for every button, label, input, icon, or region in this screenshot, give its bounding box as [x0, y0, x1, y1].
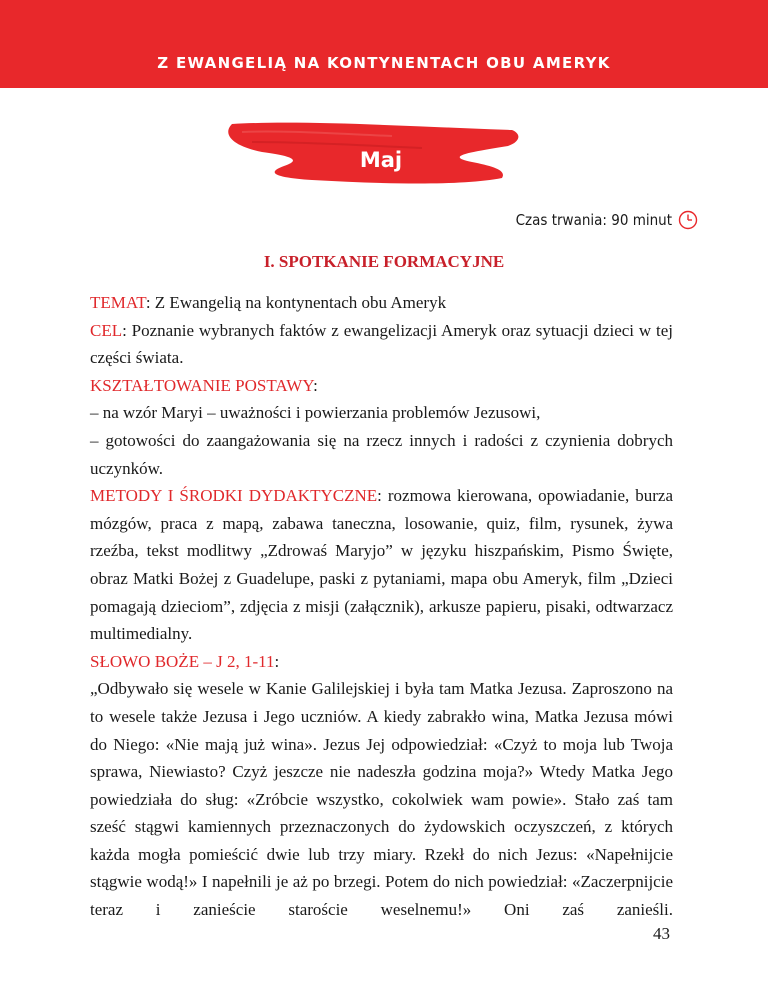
cel-text: : Poznanie wybranych faktów z ewangelizacji Ameryk oraz sytuacji dzieci w tej części świata.: [90, 320, 673, 368]
duration-text: Czas trwania: 90 minut: [515, 211, 672, 229]
postawy-colon: :: [313, 375, 318, 395]
month-title: Maj: [359, 148, 403, 172]
duration: [516, 210, 698, 230]
page-number: 43: [653, 924, 670, 943]
temat-paragraph: [90, 289, 673, 317]
slowo-heading: [90, 648, 673, 676]
postawy-item-1: – na wzór Maryi – uważności i powierzania problemów Jezusowi,: [90, 403, 541, 423]
metody-paragraph: [90, 482, 673, 648]
temat-text: : Z Ewangelią na kontynentach obu Ameryk: [145, 293, 447, 312]
metody-text: : rozmowa kierowana, opowiadanie, burza mózgów, praca z mapą, zabawa taneczna, losowanie, quiz, film, rysunek, żywa rzeźba, tekst modlitwy „Zdrowaś Maryjo” w języku hiszpańskim, Pismo Święte, obraz Matki Bożej z Guadelupe, paski z pytaniami, mapa obu Ameryk, film „Dzieci pomagają dzieciom”, zdjęcia z misji (załącznik), arkusze papieru, pisaki, odtwarzacz multimedialny.: [90, 486, 673, 644]
cel-label: CEL: [90, 320, 123, 340]
slowo-colon: :: [274, 651, 280, 671]
section-title: I. SPOTKANIE FORMACYJNE: [263, 252, 505, 271]
header-title: Z EWANGELIĄ NA KONTYNENTACH OBU AMERYK: [157, 54, 611, 72]
clock-icon: [678, 210, 698, 230]
postawy-paragraph: [90, 372, 673, 400]
cel-paragraph: [90, 317, 673, 372]
temat-label: TEMAT: [90, 293, 146, 312]
slowo-label: SŁOWO BOŻE – J 2, 1-11: [90, 651, 275, 671]
scripture-text: „Odbywało się wesele w Kanie Galilejskiej i była tam Matka Jezusa. Zaproszono na to wesele także Jezusa i Jego uczniów. A kiedy zabrakło wina, Matka Jezusa mówi do Niego: «Nie mają już wina». Jezus Jej odpowiedział: «Czyż to moja lub Twoja sprawa, Niewiasto? Czyż jeszcze nie nadeszła godzina moja?» Wtedy Matka Jego powiedziała do sług: «Zróbcie wszystko, cokolwiek wam powie». Stało zaś tam sześć stągwi kamiennych przeznaczonych do żydowskich oczyszczeń, z których każda mogła pomieścić dwie lub trzy miary. Rzekł do nich Jezus: «Napełnijcie stągwie wodą!» I napełnili je aż po brzegi. Potem do nich powiedział: «Zaczerpnijcie teraz i zanieście staroście weselnemu!» Oni zaś zanieśli.: [90, 679, 673, 920]
body-text: [90, 289, 673, 924]
postawy-label: KSZTAŁTOWANIE POSTAWY: [90, 375, 314, 395]
metody-label: METODY I ŚRODKI DYDAKTYCZNE: [90, 486, 378, 506]
header-band: [0, 0, 768, 88]
postawy-item-2: – gotowości do zaangażowania się na rzecz innych i radości z czynienia dobrych uczynków.: [90, 430, 673, 478]
